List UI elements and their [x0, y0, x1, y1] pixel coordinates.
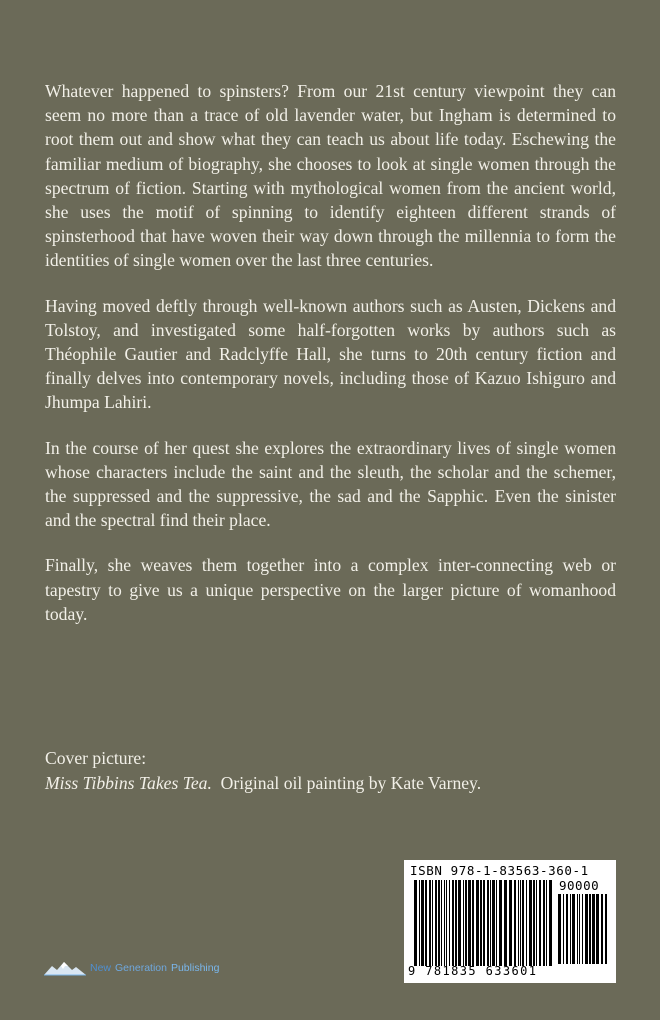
- blurb-paragraph-2: Having moved deftly through well-known authors such as Austen, Dickens and Tolstoy, and investigated some half-forgotten works by authors such as Théophile Gautier and Radclyffe Hall, she turns to 20th century fiction and finally delves into contemporary novels, including those of Kazuo Ishiguro and Jhumpa Lahiri.: [45, 295, 616, 413]
- publisher-word-generation: Generation: [115, 962, 167, 974]
- price-code: 90000: [559, 878, 600, 893]
- blurb-paragraph-1: Whatever happened to spinsters? From our 21st century viewpoint they can seem no more than a trace of old lavender water, but Ingham is determined to root them out and show what they can teach us about life today. Eschewing the familiar medium of biography, she chooses to look at single women through the spectrum of fiction. Starting with mythological women from the ancient world, she uses the motif of spinning to identify eighteen different strands of spinsterhood that have woven their way down through the millennia to form the identities of single women over the last three centuries.: [45, 81, 616, 271]
- blurb-paragraph-4: Finally, she weaves them together into a complex inter-connecting web or tapestry to give us a unique perspective on the larger picture of womanhood today.: [45, 555, 616, 624]
- publisher-word-new: New: [90, 962, 112, 974]
- back-cover-blurb: [45, 79, 616, 647]
- isbn-barcode: [404, 860, 616, 983]
- publisher-logo: [44, 960, 219, 976]
- publisher-word-publishing: Publishing: [170, 962, 220, 974]
- mountain-logo-icon: [44, 960, 86, 976]
- painting-title: Miss Tibbins Takes Tea.: [45, 773, 212, 793]
- cover-picture-credit: [45, 746, 616, 796]
- cover-picture-heading: Cover picture:: [45, 748, 147, 768]
- price-barcode-bars: [558, 894, 610, 964]
- ean-barcode-bars: [414, 880, 552, 966]
- ean-digits: 9 781835 633601: [408, 964, 538, 978]
- cover-picture-line: [45, 771, 616, 796]
- painting-credit: Original oil painting by Kate Varney.: [220, 773, 482, 793]
- blurb-paragraph-3: In the course of her quest she explores the extraordinary lives of single women whose characters include the saint and the sleuth, the scholar and the schemer, the suppressed and the suppressive, the sad and the Sapphic. Even the sinister and the spectral find their place.: [45, 437, 616, 531]
- isbn-label: ISBN 978-1-83563-360-1: [410, 863, 589, 878]
